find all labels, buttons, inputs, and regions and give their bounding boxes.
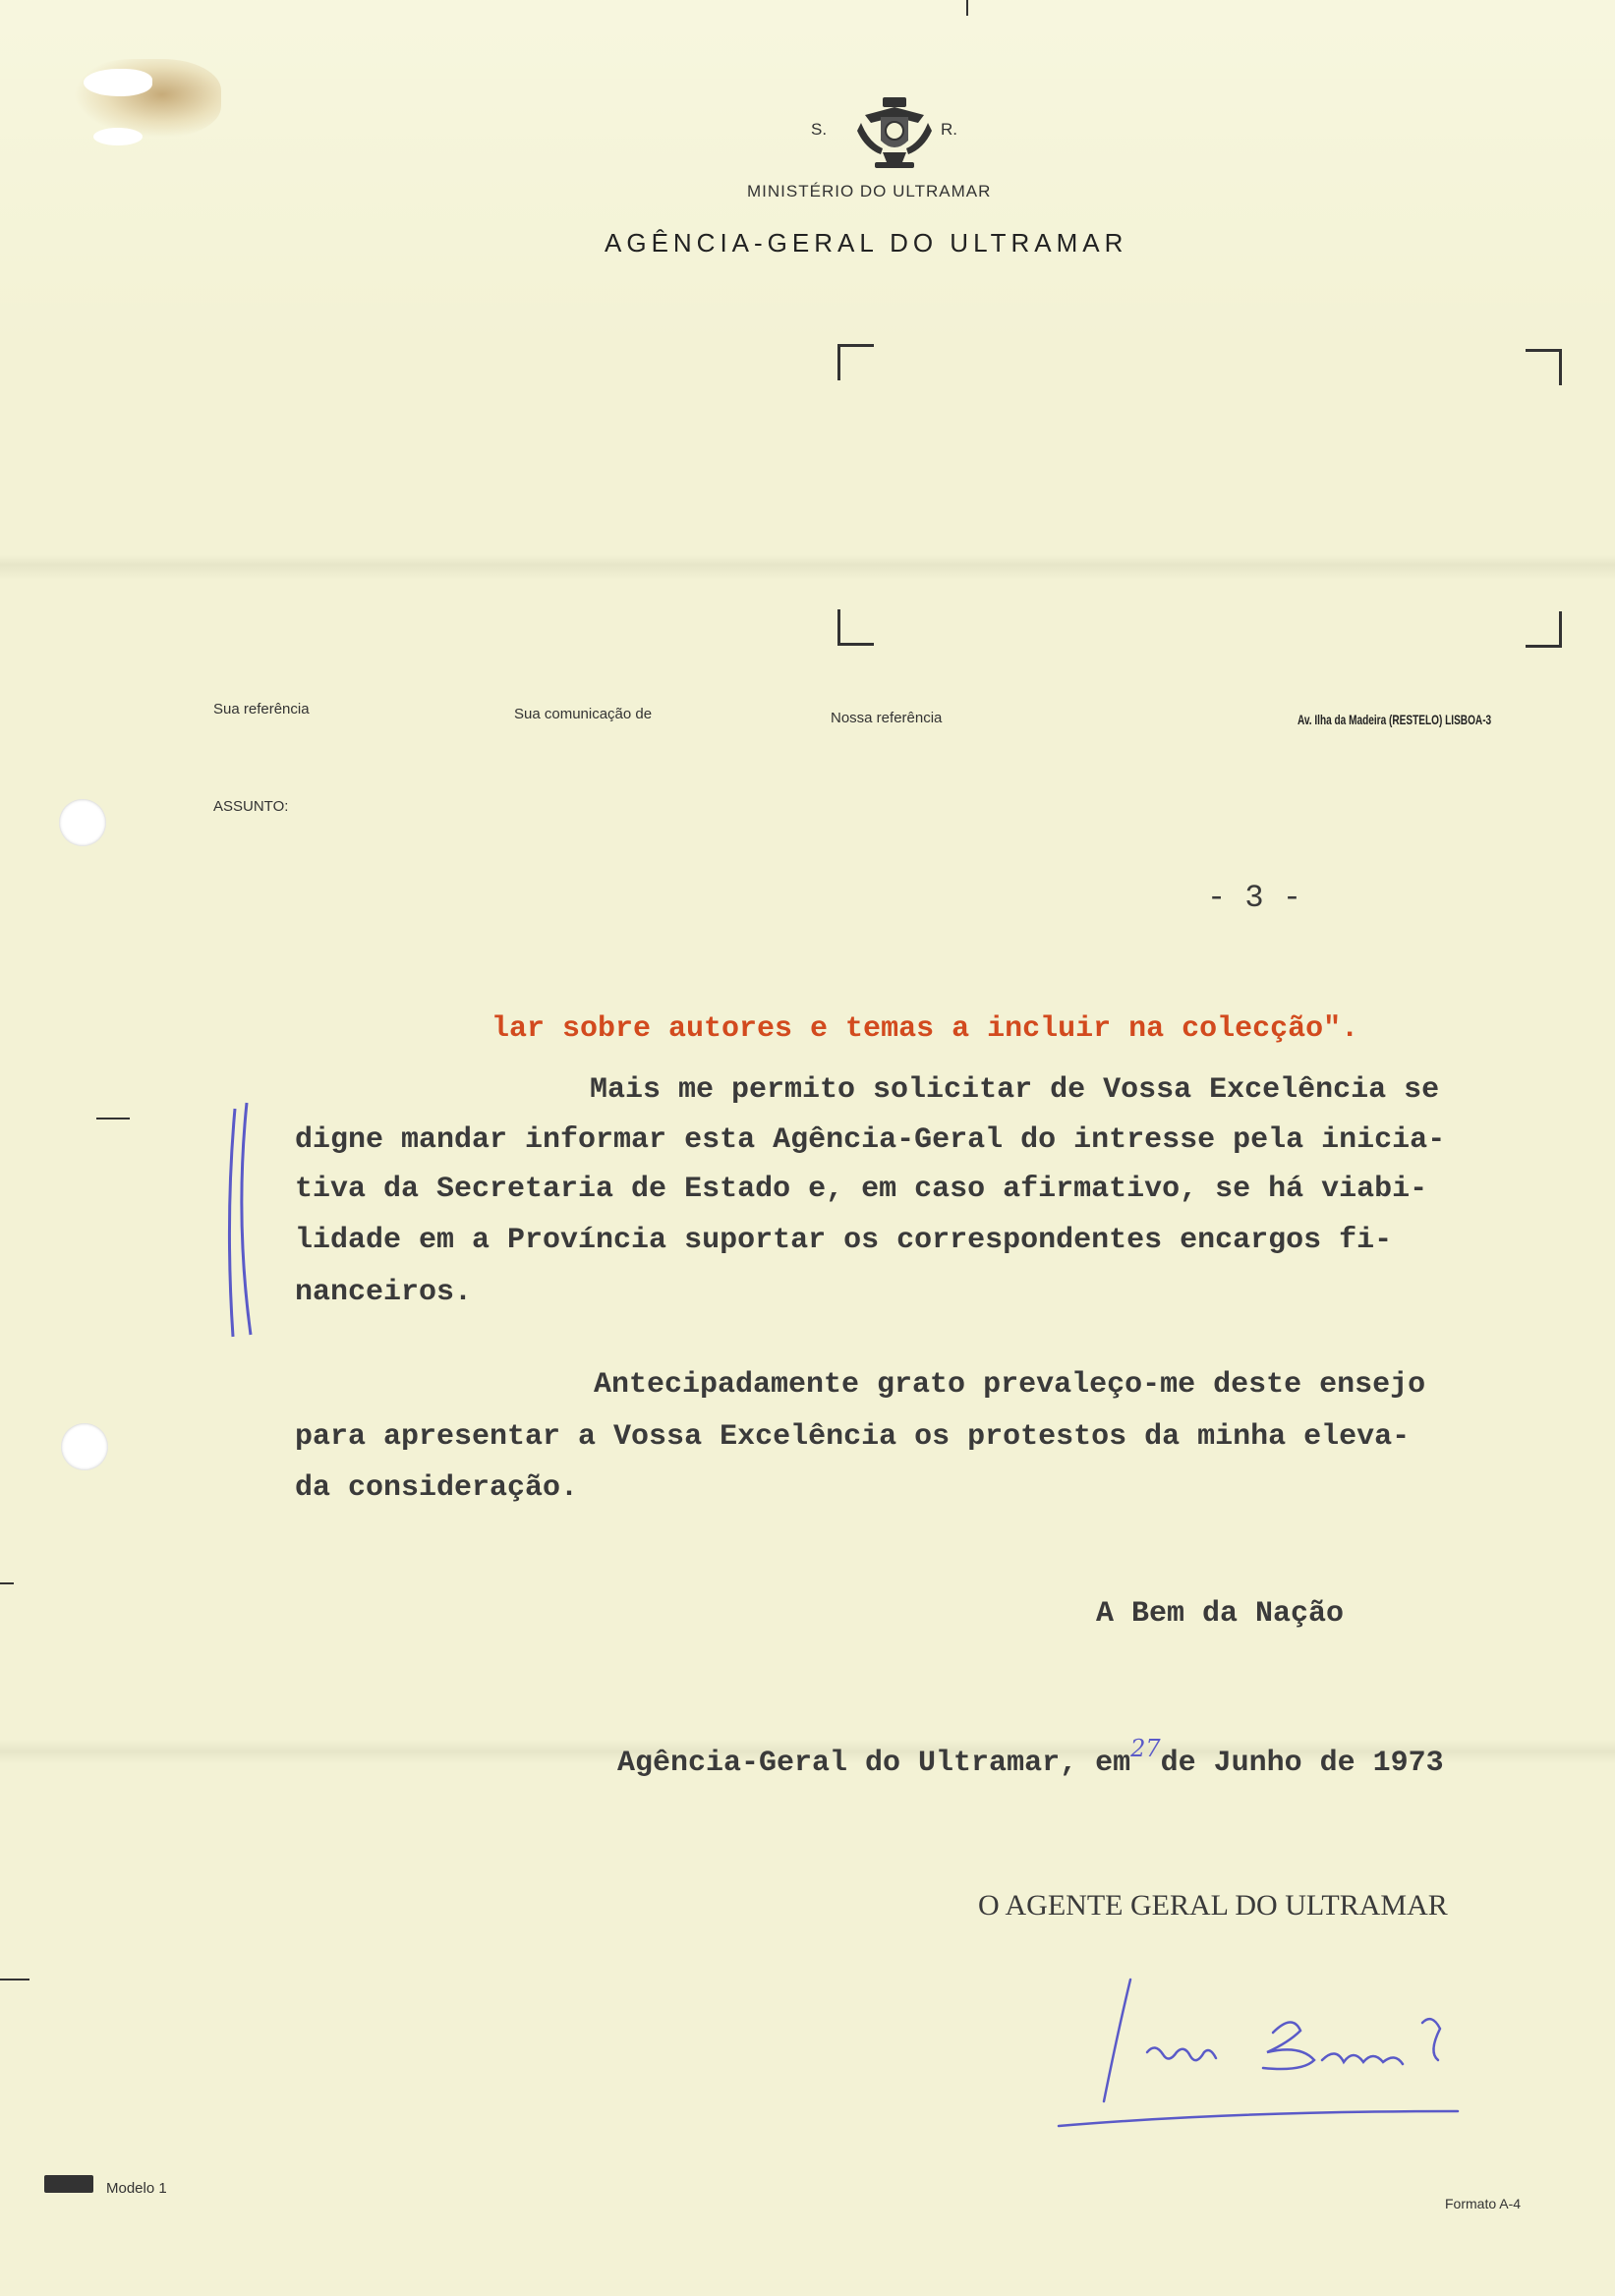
punch-hole-top	[59, 799, 106, 846]
blue-margin-mark	[221, 1101, 260, 1342]
address-text: Av. Ilha da Madeira (RESTELO) LISBOA-3	[1298, 712, 1492, 727]
ministry-name: MINISTÉRIO DO ULTRAMAR	[747, 182, 992, 201]
address-window-corner-tr	[1526, 349, 1562, 385]
paragraph1-line5: nanceiros.	[295, 1276, 473, 1309]
paragraph1-line2: digne mandar informar esta Agência-Geral do intresse pela inicia-	[295, 1123, 1446, 1157]
place-date-line	[617, 1735, 1444, 1780]
coat-of-arms-icon	[855, 93, 934, 172]
paragraph2-line2: para apresentar a Vossa Excelência os protestos da minha eleva-	[295, 1420, 1411, 1454]
signature-icon	[1057, 1974, 1470, 2141]
address-window-corner-bl	[837, 609, 874, 646]
address-window-corner-br	[1526, 611, 1562, 648]
page-number: - 3 -	[1207, 880, 1302, 916]
format-label: Formato A-4	[1445, 2196, 1522, 2211]
address-window-corner-tl	[837, 344, 874, 380]
top-fold-mark	[966, 0, 968, 16]
paragraph1-line4: lidade em a Província suportar os correspondentes encargos fi-	[295, 1224, 1393, 1257]
margin-tick-1	[96, 1118, 130, 1119]
punch-hole-bottom	[61, 1423, 108, 1470]
paragraph1-line3: tiva da Secretaria de Estado e, em caso afirmativo, se há viabi-	[295, 1173, 1428, 1206]
paragraph1-line1: Mais me permito solicitar de Vossa Excelência se	[590, 1073, 1440, 1107]
paragraph2-line1: Antecipadamente grato prevaleço-me deste ensejo	[594, 1368, 1426, 1402]
salutation: A Bem da Nação	[1096, 1597, 1345, 1631]
handwritten-day: 27	[1130, 1735, 1161, 1762]
margin-tick-2	[0, 1582, 14, 1584]
margin-tick-3	[0, 1979, 29, 1980]
continuation-line: lar sobre autores e temas a incluir na colecção".	[491, 1012, 1359, 1046]
paper-tear-2	[93, 128, 143, 145]
printer-logo	[44, 2175, 93, 2193]
your-reference-label: Sua referência	[213, 701, 310, 718]
agency-name: AGÊNCIA-GERAL DO ULTRAMAR	[605, 228, 1128, 258]
monogram-r: R.	[941, 120, 957, 139]
place-date-after: de Junho de 1973	[1160, 1747, 1444, 1780]
place-date-before: Agência-Geral do Ultramar, em	[617, 1747, 1131, 1780]
subject-label: ASSUNTO:	[213, 798, 289, 815]
your-communication-label: Sua comunicação de	[514, 706, 653, 722]
our-reference-label: Nossa referência	[831, 710, 943, 726]
paper-tear	[84, 69, 152, 96]
monogram-s: S.	[811, 120, 828, 139]
paragraph2-line3: da consideração.	[295, 1471, 579, 1505]
signatory-title: O AGENTE GERAL DO ULTRAMAR	[978, 1889, 1448, 1922]
model-label: Modelo 1	[106, 2180, 167, 2197]
